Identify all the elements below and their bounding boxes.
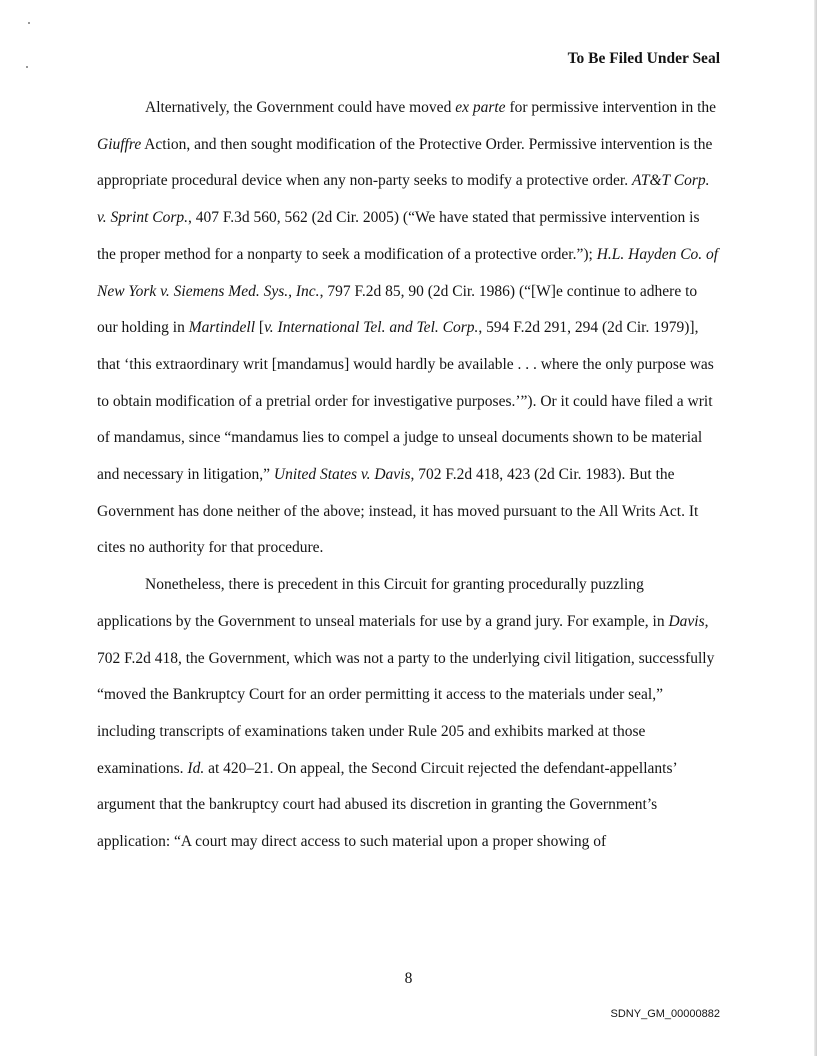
citation-signal: Id. (187, 759, 205, 777)
text-run: , 702 F.2d 418, 423 (2d Cir. 1983). But the Government has done neither of the above; instead, it has moved pursuant to the All Writs Act. It cites no authority for that procedure. (97, 466, 699, 557)
case-name: Martindell (188, 319, 256, 337)
text-run: [ (255, 319, 265, 337)
document-body (97, 90, 719, 861)
scan-speck (26, 66, 28, 68)
italic-term: ex parte (455, 99, 506, 116)
text-run: at 420–21. On appeal, the Second Circuit rejected the defendant-appellants’ argument that the bankruptcy court had abused its discretion in granting the Government’s application: “A court may direct access to such material upon a proper showing of (97, 759, 677, 851)
text-run: , 407 F.3d 560, 562 (2d Cir. 2005) (“We have stated that permissive intervention is the proper method for a nonparty to seek a modification of a protective order.”); (97, 209, 700, 263)
case-name: Davis (668, 612, 705, 630)
text-run: Nonetheless, there is precedent in this Circuit for granting procedurally puzzling applications by the Government to unseal materials for use by a grand jury. For example, in (97, 576, 669, 630)
text-run: , 702 F.2d 418, the Government, which was not a party to the underlying civil litigation, successfully “moved the Bankruptcy Court for an order permitting it access to the materials under seal,” including transcripts of examinations taken under Rule 205 and exhibits marked at those examinations. (97, 612, 715, 777)
case-name: H.L. Hayden Co. of New York v. Siemens Med. Sys., Inc. (97, 245, 719, 300)
text-run: , 594 F.2d 291, 294 (2d Cir. 1979)], that ‘this extraordinary writ [mandamus] would hardly be available . . . where the only purpose was to obtain modification of a pretrial order for investigative purposes.’”). Or it could have filed a writ of mandamus, since “mandamus lies to compel a judge to unseal documents shown to be material and necessary in litigation,” (97, 319, 714, 484)
case-name: AT&T Corp. v. Sprint Corp. (97, 172, 710, 227)
bates-number: SDNY_GM_00000882 (610, 1008, 720, 1020)
page-number: 8 (404, 970, 413, 987)
text-run: Action, and then sought modification of the Protective Order. Permissive intervention is the appropriate procedural device when any non-party seeks to modify a protective order. (97, 135, 713, 190)
scan-speck (28, 22, 30, 24)
paragraph-precedent (97, 567, 719, 861)
text-run: for permissive intervention in the (505, 99, 717, 116)
paragraph-alternatives (97, 90, 719, 567)
text-run: , 797 F.2d 85, 90 (2d Cir. 1986) (“[W]e continue to adhere to our holding in (97, 282, 698, 337)
seal-header: To Be Filed Under Seal (567, 50, 720, 67)
case-name: v. International Tel. and Tel. Corp. (264, 319, 479, 337)
case-name: Giuffre (97, 135, 142, 153)
case-name: United States v. Davis (273, 466, 411, 484)
text-run: Alternatively, the Government could have moved (145, 99, 456, 116)
